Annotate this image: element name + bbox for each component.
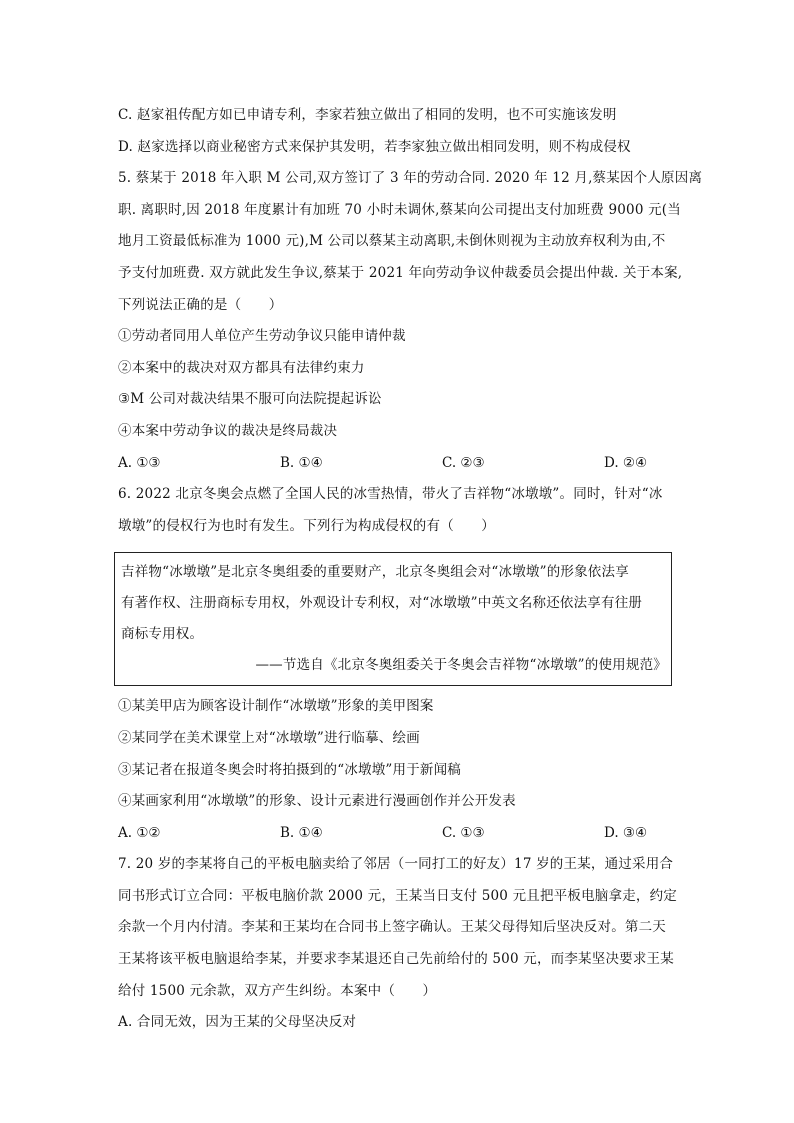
- material-line: 有著作权、注册商标专用权，外观设计专利权，对“冰墩墩”中英文名称还依法享有往册: [121, 595, 643, 612]
- answer-options: [118, 818, 678, 850]
- question-text-line: 王某将该平板电脑退给李某，并要求李某退还自己先前给付的 500 元，而李某坚决要求王某: [118, 951, 674, 968]
- statement-item: ③M 公司对裁决结果不服可向法院提起诉讼: [118, 391, 382, 408]
- material-line: 吉祥物“冰墩墩”是北京冬奥组委的重要财产，北京冬奥组会对“冰墩墩”的形象依法享: [121, 564, 629, 581]
- answer-option: A. 合同无效，因为王某的父母坚决反对: [118, 1014, 357, 1031]
- answer-option: D. ②④: [604, 454, 648, 471]
- question-7: [118, 849, 678, 1039]
- question-text-line: 予支付加班费. 双方就此发生争议,蔡某于 2021 年向劳动争议仲裁委员会提出仲裁. 关于本案,: [118, 264, 683, 281]
- document-page: [118, 100, 703, 1039]
- option-line: D. 赵家选择以商业秘密方式来保护其发明，若李家独立做出相同发明，则不构成侵权: [118, 138, 631, 155]
- answer-options: [118, 448, 678, 480]
- question-6: [118, 479, 678, 849]
- question-text-line: 给付 1500 元余款，双方产生纠纷。本案中（ ）: [118, 982, 437, 999]
- statement-item: ③某记者在报道冬奥会时将拍摄到的“冰墩墩”用于新闻稿: [118, 761, 462, 778]
- question-text-line: 地月工资最低标准为 1000 元),M 公司以蔡某主动离职,未倒休则视为主动放弃权利为由,不: [118, 233, 666, 250]
- question-text-line: 7. 20 岁的李某将自己的平板电脑卖给了邻居（一同打工的好友）17 岁的王某，通过采用合: [118, 856, 674, 873]
- statement-item: ④本案中劳动争议的裁决是终局裁决: [118, 422, 338, 439]
- answer-option: C. ①③: [442, 824, 485, 841]
- answer-option: D. ③④: [604, 824, 648, 841]
- question-text-line: 墩墩”的侵权行为也时有发生。下列行为构成侵权的有（ ）: [118, 517, 496, 534]
- answer-option: A. ①③: [118, 454, 161, 471]
- question-text-line: 下列说法正确的是（ ）: [118, 296, 283, 313]
- question-text-line: 5. 蔡某于 2018 年入职 M 公司,双方签订了 3 年的劳动合同. 2020 年 12 月,蔡某因个人原因离: [118, 170, 703, 187]
- question-5: [118, 163, 703, 479]
- question-text-line: 同书形式订立合同：平板电脑价款 2000 元，王某当日支付 500 元且把平板电脑拿走，约定: [118, 887, 677, 904]
- statement-item: ②某同学在美术课堂上对“冰墩墩”进行临摹、绘画: [118, 729, 420, 746]
- statement-item: ①某美甲店为顾客设计制作“冰墩墩”形象的美甲图案: [118, 698, 434, 715]
- question-text-line: 余款一个月内付清。李某和王某均在合同书上签字确认。王某父母得知后坚决反对。第二天: [118, 919, 666, 936]
- question-text-line: 职. 离职时,因 2018 年度累计有加班 70 小时未调休,蔡某向公司提出支付加班费 9000 元(当: [118, 201, 681, 218]
- answer-option: B. ①④: [280, 824, 323, 841]
- question-text-line: 6. 2022 北京冬奥会点燃了全国人民的冰雪热情，带火了吉祥物“冰墩墩”。同时，针对“冰: [118, 486, 663, 503]
- answer-option: C. ②③: [442, 454, 485, 471]
- option-line: C. 赵家祖传配方如已申请专利，李家若独立做出了相同的发明，也不可实施该发明: [118, 107, 617, 123]
- statement-item: ②本案中的裁决对双方都具有法律约束力: [118, 359, 365, 376]
- answer-option: B. ①④: [280, 454, 323, 471]
- material-source: ——节选自《北京冬奥组委关于冬奥会吉祥物“冰墩墩”的使用规范》: [255, 657, 667, 674]
- answer-option: A. ①②: [118, 824, 161, 841]
- statement-item: ①劳动者同用人单位产生劳动争议只能申请仲裁: [118, 328, 406, 345]
- quoted-material-box: [114, 552, 672, 686]
- material-line: 商标专用权。: [121, 626, 204, 643]
- statement-item: ④某画家利用“冰墩墩”的形象、设计元素进行漫画创作并公开发表: [118, 793, 516, 810]
